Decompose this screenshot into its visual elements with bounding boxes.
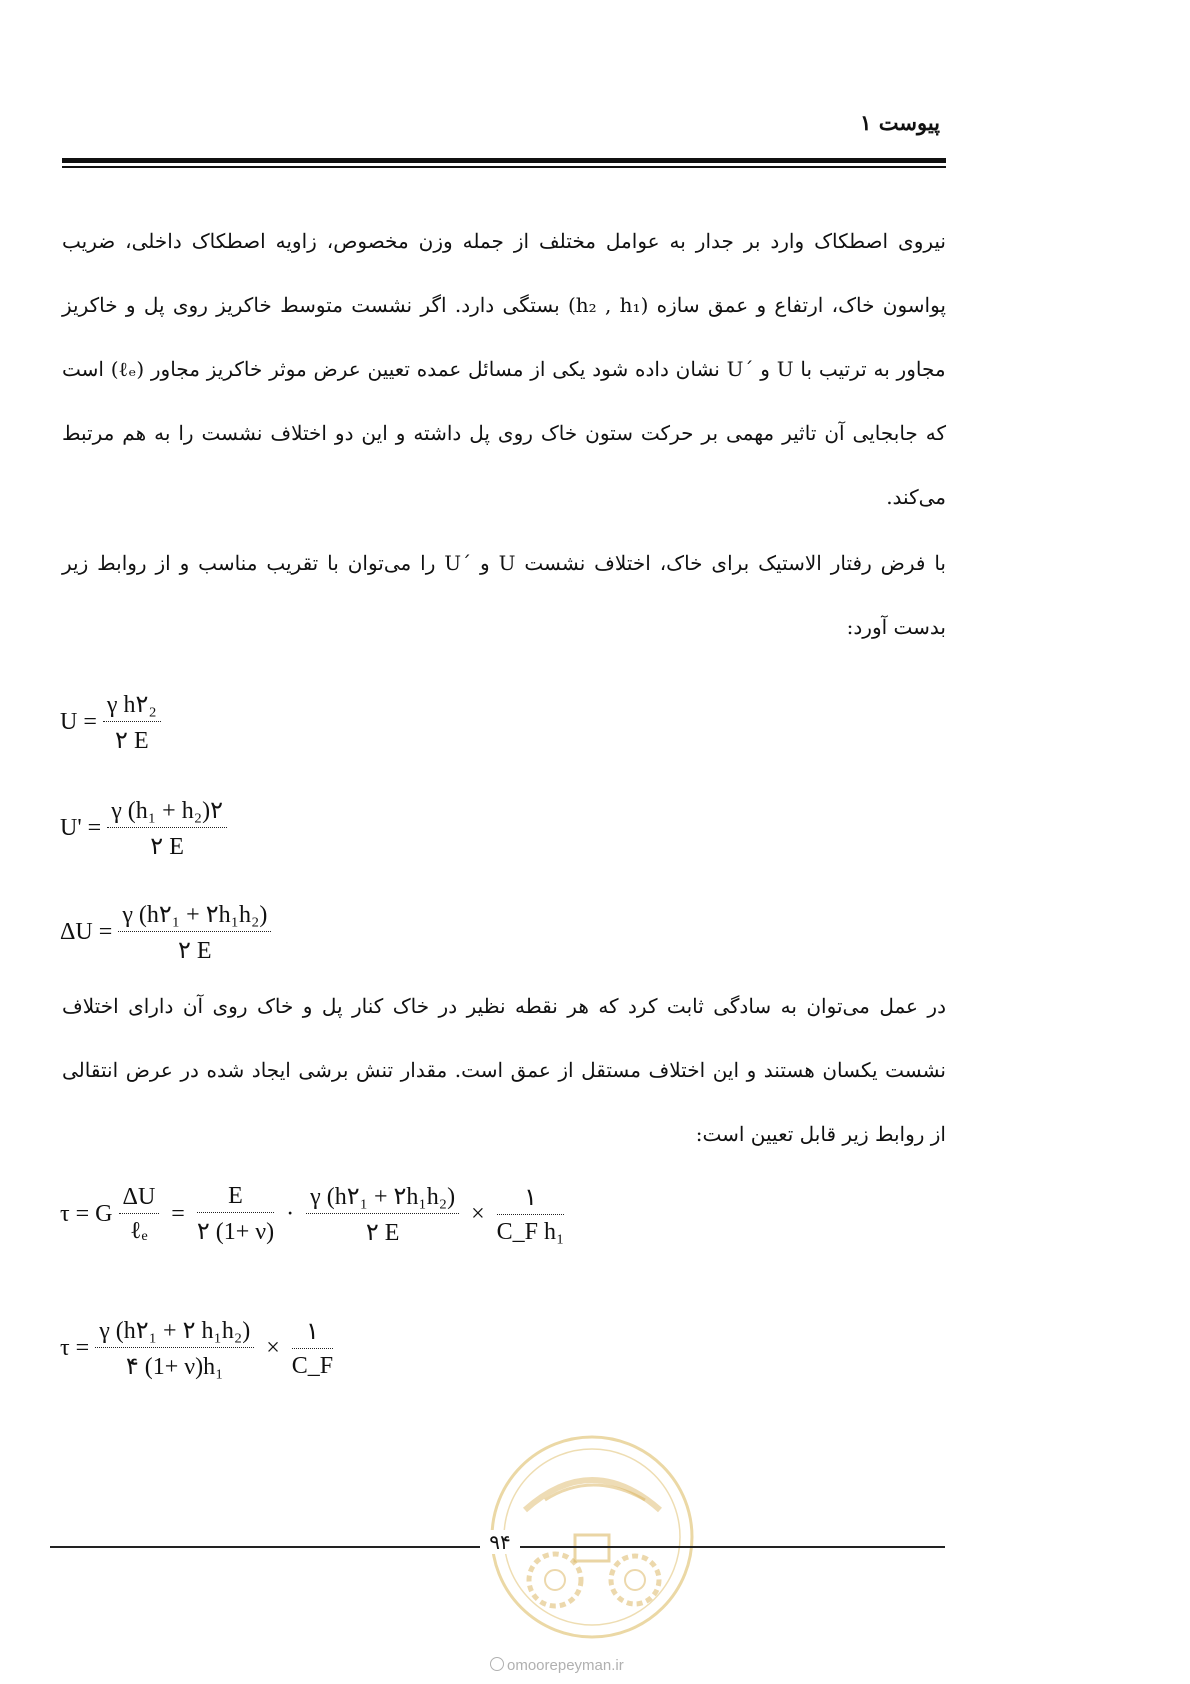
watermark-text: omoorepeyman.ir [507, 1657, 624, 1674]
equals-sign: = [87, 815, 102, 841]
numerator: ΔU [119, 1184, 160, 1214]
denominator: C_F h₁ [496, 1219, 565, 1245]
numerator: γ (h۲₁ + ۲h₁h₂) [306, 1182, 459, 1214]
equation-u [60, 690, 161, 755]
fraction-shear-modulus [197, 1183, 274, 1246]
equals-sign: = [171, 1201, 185, 1227]
numerator: γ (h₁ + h₂)۲ [107, 796, 227, 828]
paragraph-2: با فرض رفتار الاستیک برای خاک، اختلاف نشست U و ´U را می‌توان با تقریب مناسب و از روابط زیر بدست آورد: [62, 551, 946, 639]
paragraph-3: در عمل می‌توان به سادگی ثابت کرد که هر نقطه نظیر در خاک کنار پل و خاک روی آن دارای اختلاف نشست یکسان هستند و این اختلاف مستقل از عمق است. مقدار تنش برشی ایجاد شده در عرض انتقالی از روابط زیر قابل تعیین است: [62, 994, 946, 1146]
dot-operator: · [286, 1201, 295, 1227]
equation-shear-stress-1 [60, 1182, 564, 1247]
numerator: γ (h۲₁ + ۲h₁h₂) [118, 900, 271, 932]
equation-lhs: U' [60, 815, 82, 841]
denominator: ۲ (1+ ν) [196, 1219, 275, 1245]
equation-delta-u [60, 900, 271, 965]
denominator: ۲ E [178, 938, 212, 964]
paragraph-1: نیروی اصطکاک وارد بر جدار به عوامل مختلف از جمله وزن مخصوص، زاویه اصطکاک داخلی، ضریب پواسون خاک، ارتفاع و عمق سازه (h₂ , h₁) بستگی دارد. اگر نشست متوسط خاکریز روی پل و خاکریز مجاور به ترتیب با U و ´U نشان داده شود یکی از مسائل عمده تعیین عرض موثر خاکریز مجاور (ℓₑ) است که جابجایی آن تاثیر مهمی بر حرکت ستون خاک روی پل داشته و این دو اختلاف نشست را به هم مرتبط می‌کند. [62, 229, 946, 509]
numerator: γ h۲₂ [103, 690, 161, 722]
numerator: ۱ [292, 1317, 333, 1349]
fraction [107, 796, 227, 861]
fraction-one-over-cf [292, 1317, 333, 1380]
times-operator: × [471, 1201, 485, 1227]
fraction-main [95, 1316, 254, 1381]
denominator: ۴ (1+ ν)h₁ [125, 1354, 224, 1380]
watermark [490, 1657, 624, 1674]
header-rule-thick [62, 158, 946, 163]
fraction-delta-u [306, 1182, 459, 1247]
page-header-title: پیوست ۱ [860, 110, 940, 135]
denominator: ۲ E [365, 1220, 400, 1246]
footer-rule-left [50, 1546, 480, 1548]
equation-shear-stress-2 [60, 1316, 333, 1381]
equation-u-prime [60, 796, 227, 861]
equation-lhs: U [60, 709, 78, 735]
equals-sign: = [98, 919, 113, 945]
equals-sign: = [83, 709, 97, 735]
times-operator: × [266, 1335, 280, 1361]
header-rule-thin [62, 166, 946, 168]
denominator: ۲ E [115, 728, 149, 754]
numerator: γ (h۲₁ + ۲ h₁h₂) [95, 1316, 254, 1348]
denominator: ℓₑ [130, 1218, 148, 1244]
fraction [103, 690, 161, 755]
fraction-delta-u-over-le [119, 1184, 160, 1245]
numerator: E [197, 1183, 274, 1213]
fraction [118, 900, 271, 965]
equation-lhs: τ = G [60, 1201, 113, 1227]
equation-lhs: ΔU [60, 919, 93, 945]
numerator: ۱ [497, 1183, 565, 1215]
globe-icon [490, 1657, 504, 1671]
fraction-one-over-cf-h1 [497, 1183, 565, 1246]
denominator: ۲ E [150, 834, 184, 860]
denominator: C_F [291, 1353, 334, 1379]
page-number: ۹۴ [480, 1530, 520, 1554]
footer-rule-right [520, 1546, 945, 1548]
equation-lhs: τ = [60, 1335, 90, 1361]
